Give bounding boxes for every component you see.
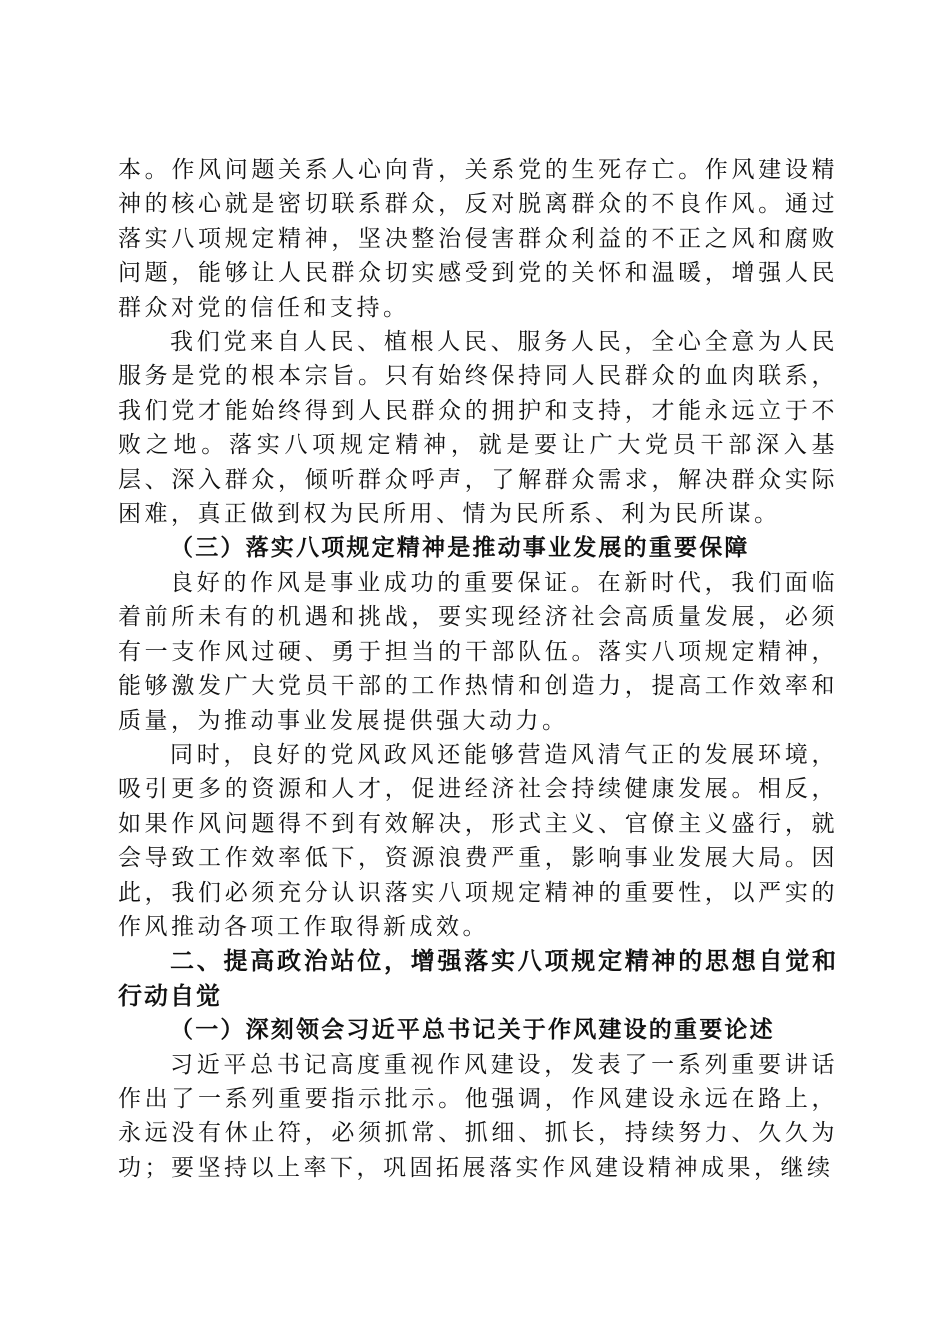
section-heading-2: 二、提高政治站位，增强落实八项规定精神的思想自觉和行动自觉	[118, 947, 838, 1010]
paragraph-good-style: 良好的作风是事业成功的重要保证。在新时代，我们面临着前所未有的机遇和挑战，要实现经济社会高质量发展，必须有一支作风过硬、勇于担当的干部队伍。落实八项规定精神，能够激发广大党员干部的工作热情和创造力，提高工作效率和质量，为推动事业发展提供强大动力。	[118, 569, 838, 734]
paragraph-meanwhile: 同时，良好的党风政风还能够营造风清气正的发展环境，吸引更多的资源和人才，促进经济社会持续健康发展。相反，如果作风问题得不到有效解决，形式主义、官僚主义盛行，就会导致工作效率低下，资源浪费严重，影响事业发展大局。因此，我们必须充分认识落实八项规定精神的重要性，以严实的作风推动各项工作取得新成效。	[118, 741, 838, 940]
subsection-heading-3: （三）落实八项规定精神是推动事业发展的重要保障	[170, 534, 750, 562]
paragraph-serve-the-people: 我们党来自人民、植根人民、服务人民，全心全意为人民服务是党的根本宗旨。只有始终保持同人民群众的血肉联系，我们党才能始终得到人民群众的拥护和支持，才能永远立于不败之地。落实八项规定精神，就是要让广大党员干部深入基层、深入群众，倾听群众呼声，了解群众需求，解决群众实际困难，真正做到权为民所用、情为民所系、利为民所谋。	[118, 329, 838, 528]
document-body	[118, 153, 838, 1185]
paragraph-continuation: 本。作风问题关系人心向背，关系党的生死存亡。作风建设精神的核心就是密切联系群众，反对脱离群众的不良作风。通过落实八项规定精神，坚决整治侵害群众利益的不正之风和腐败问题，能够让人民群众切实感受到党的关怀和温暖，增强人民群众对党的信任和支持。	[118, 157, 838, 321]
subsection-heading-1: （一）深刻领会习近平总书记关于作风建设的重要论述	[170, 1016, 775, 1044]
paragraph-xi-emphasis: 习近平总书记高度重视作风建设，发表了一系列重要讲话作出了一系列重要指示批示。他强调，作风建设永远在路上，永远没有休止符，必须抓常、抓细、抓长，持续努力、久久为功；要坚持以上率下，巩固拓展落实作风建设精神成果，继续	[118, 1051, 838, 1181]
